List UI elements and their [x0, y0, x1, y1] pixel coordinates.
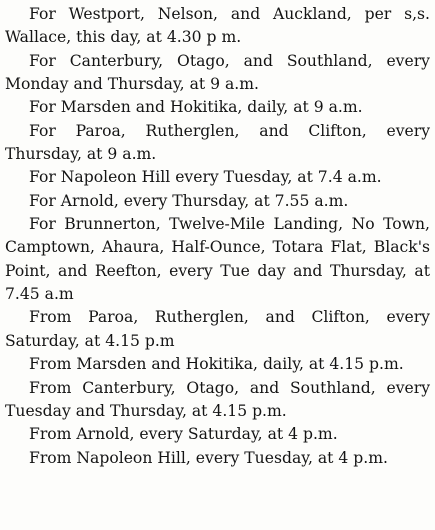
schedule-entry-canterbury-inbound: From Canterbury, Otago, and Southland, every Tuesday and Thursday, at 4.15 p.m. [5, 378, 430, 420]
schedule-entry-napoleon-hill-outbound: For Napoleon Hill every Tuesday, at 7.4 a.m. [29, 168, 382, 187]
schedule-entry-canterbury-outbound: For Canterbury, Otago, and Southland, every Monday and Thursday, at 9 a.m. [5, 51, 430, 94]
schedule-entry-paroa-inbound: From Paroa, Rutherglen, and Clifton, every Saturday, at 4.15 p.m [5, 308, 430, 350]
schedule-entry-brunnerton-outbound: For Brunnerton, Twelve-Mile Landing, No Town, Camptown, Ahaura, Half-Ounce, Totara Flat, Black's Point, and Reefton, every Tue day and Thursday, at 7.45 a.m [5, 215, 430, 304]
schedule-entry-arnold-inbound: From Arnold, every Saturday, at 4 p.m. [29, 425, 338, 444]
schedule-entry-marsden-outbound: For Marsden and Hokitika, daily, at 9 a.m. [29, 98, 363, 117]
schedule-entry-marsden-inbound: From Marsden and Hokitika, daily, at 4.15 p.m. [29, 355, 404, 374]
schedule-entry-paroa-outbound: For Paroa, Rutherglen, and Clifton, every Thursday, at 9 a.m. [5, 121, 430, 164]
schedule-entry-napoleon-hill-inbound: From Napoleon Hill, every Tuesday, at 4 p.m. [29, 448, 388, 467]
schedule-entry-arnold-outbound: For Arnold, every Thursday, at 7.55 a.m. [29, 191, 349, 210]
schedule-entry-westport: For Westport, Nelson, and Auckland, per s,s. Wallace, this day, at 4.30 p m. [5, 5, 430, 47]
mail-schedule-column [5, 3, 430, 470]
